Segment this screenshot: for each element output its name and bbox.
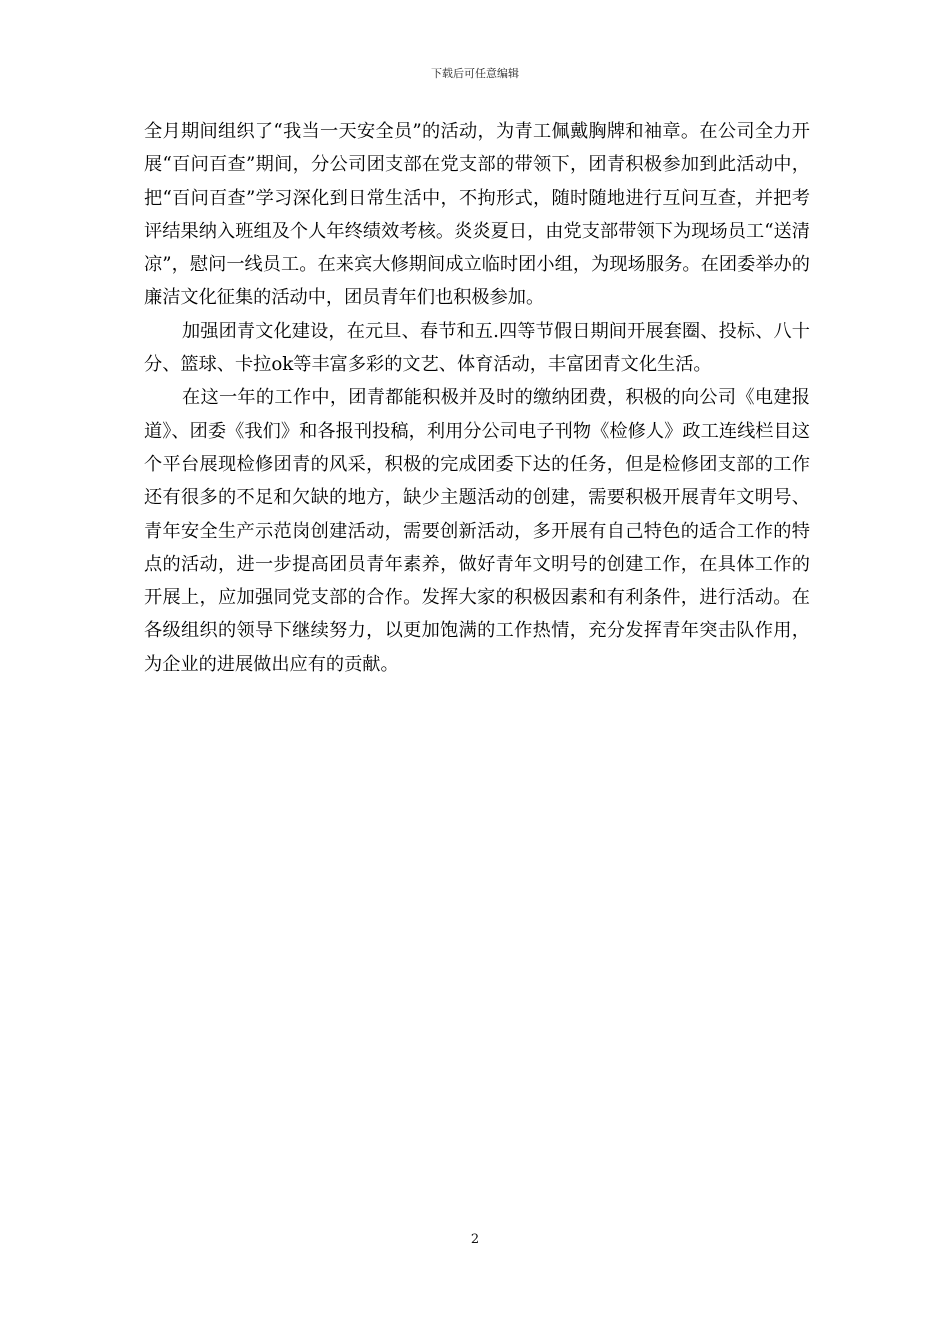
page-number: 2 [470, 1232, 480, 1247]
paragraph-annual-summary: 在这一年的工作中，团青都能积极并及时的缴纳团费，积极的向公司《电建报道》、团委《我们》和各报刊投稿，利用分公司电子刊物《检修人》政工连线栏目这个平台展现检修团青的风采，积极的完成团委下达的任务，但是检修团支部的工作还有很多的不足和欠缺的地方，缺少主题活动的创建，需要积极开展青年文明号、青年安全生产示范岗创建活动，需要创新活动，多开展有自己特色的适合工作的特点的活动，进一步提高团员青年素养，做好青年文明号的创建工作，在具体工作的开展上，应加强同党支部的合作。发挥大家的积极因素和有利条件，进行活动。在各级组织的领导下继续努力，以更加饱满的工作热情，充分发挥青年突击队作用，为企业的进展做出应有的贡献。 [144, 387, 810, 675]
page-header: 下载后可任意编辑 [431, 67, 519, 80]
paragraph-culture-building: 加强团青文化建设，在元旦、春节和五.四等节假日期间开展套圈、投标、八十分、篮球、卡拉ok等丰富多彩的文艺、体育活动，丰富团青文化生活。 [144, 320, 810, 376]
paragraph-continued: 全月期间组织了“我当一天安全员”的活动，为青工佩戴胸牌和袖章。在公司全力开展“百问百查”期间，分公司团支部在党支部的带领下，团青积极参加到此活动中，把“百问百查”学习深化到日常生活中，不拘形式，随时随地进行互问互查，并把考评结果纳入班组及个人年终绩效考核。炎炎夏日，由党支部带领下为现场员工“送清凉”，慰问一线员工。在来宾大修期间成立临时团小组，为现场服务。在团委举办的廉洁文化征集的活动中，团员青年们也积极参加。 [144, 121, 810, 309]
document-body [144, 115, 810, 681]
